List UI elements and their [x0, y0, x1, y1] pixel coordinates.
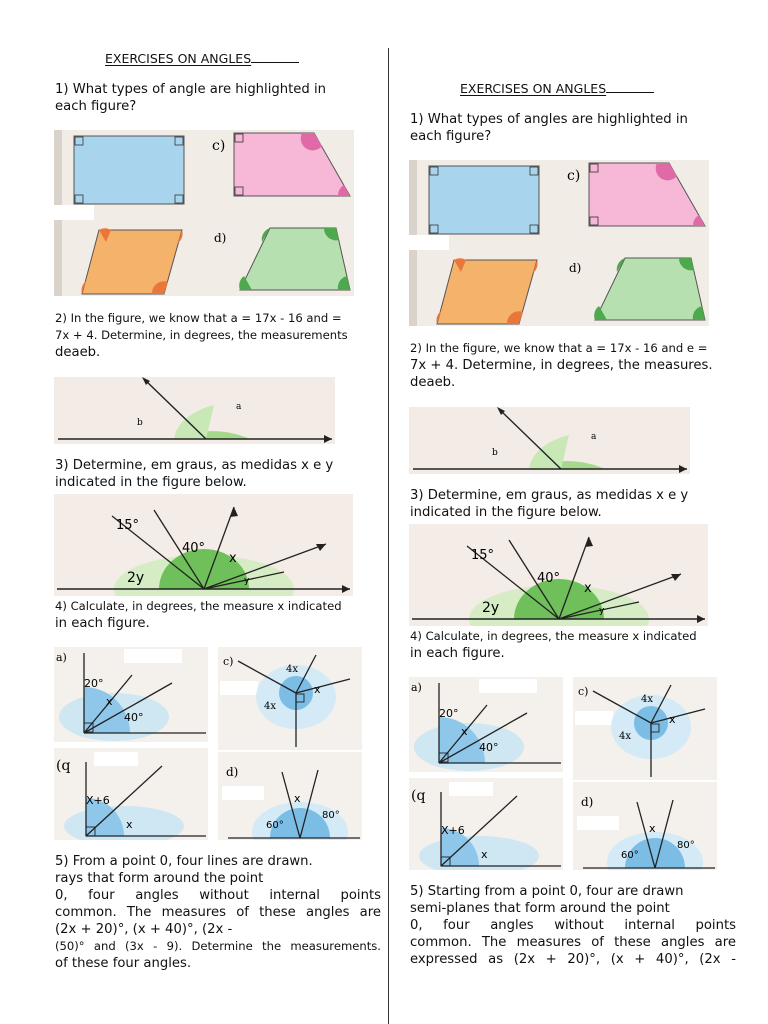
svg-text:(q: (q	[411, 788, 426, 804]
left-fig4b	[54, 748, 208, 840]
svg-text:y: y	[599, 606, 605, 616]
left-q2: 2) In the figure, we know that a = 17x - 16 and = 7x + 4. Determine, in degrees, the measurements deaeb.	[55, 311, 348, 360]
svg-text:x: x	[481, 848, 488, 861]
svg-text:2y: 2y	[127, 570, 145, 586]
svg-text:x: x	[106, 695, 113, 708]
svg-text:4x: 4x	[619, 731, 632, 742]
svg-text:x: x	[229, 551, 237, 566]
left-fig4a	[54, 647, 208, 742]
svg-text:15°: 15°	[471, 548, 495, 563]
column-divider	[388, 48, 389, 1024]
svg-text:60°: 60°	[266, 820, 284, 831]
right-q3: 3) Determine, em graus, as medidas x e y indicated in the figure below.	[410, 488, 689, 520]
left-q3: 3) Determine, em graus, as medidas x e y indicated in the figure below.	[55, 458, 334, 490]
svg-text:15°: 15°	[116, 518, 140, 533]
shape-label-c: c)	[212, 138, 226, 154]
svg-text:d): d)	[581, 795, 594, 809]
svg-text:x: x	[314, 683, 321, 696]
svg-text:b: b	[137, 418, 143, 428]
right-q2: 2) In the figure, we know that a = 17x - 16 and e = 7x + 4. Determine, in degrees, the measures. deaeb.	[410, 341, 713, 390]
svg-text:4x: 4x	[264, 701, 277, 712]
svg-text:a): a)	[56, 651, 67, 664]
svg-text:40°: 40°	[479, 741, 499, 754]
right-fig4d	[573, 782, 717, 870]
svg-text:a: a	[236, 402, 242, 412]
svg-text:x: x	[649, 822, 656, 835]
svg-text:(q: (q	[56, 758, 71, 774]
svg-text:20°: 20°	[84, 677, 104, 690]
left-q1: 1) What types of angle are highlighted in each figure?	[55, 82, 326, 114]
left-fig1-shapes	[54, 130, 354, 296]
right-fig4c	[573, 677, 717, 780]
svg-text:40°: 40°	[124, 711, 144, 724]
right-q1: 1) What types of angles are highlighted in each figure?	[410, 112, 688, 144]
svg-text:x: x	[584, 581, 592, 596]
right-fig4a	[409, 677, 563, 772]
svg-text:x: x	[669, 713, 676, 726]
svg-text:80°: 80°	[322, 810, 340, 821]
svg-text:x: x	[294, 792, 301, 805]
right-title: EXERCISES ON ANGLES	[460, 81, 654, 96]
svg-text:a: a	[591, 432, 597, 442]
svg-text:c): c)	[223, 655, 234, 668]
svg-text:c): c)	[567, 168, 581, 184]
right-fig4b	[409, 778, 563, 870]
right-fig3-angles	[409, 524, 708, 626]
svg-text:4x: 4x	[641, 694, 654, 705]
svg-text:x: x	[126, 818, 133, 831]
shape-label-d: d)	[214, 231, 227, 245]
svg-text:c): c)	[578, 685, 589, 698]
right-q4: 4) Calculate, in degrees, the measure x indicated in each figure.	[410, 629, 697, 661]
svg-text:d): d)	[569, 261, 582, 275]
svg-text:40°: 40°	[182, 541, 206, 556]
left-q4: 4) Calculate, in degrees, the measure x indicated in each figure.	[55, 599, 342, 631]
left-q5: 5) From a point 0, four lines are drawn. rays that form around the point 0, four angles without internal points common. The measures of these angles are (2x + 20)°, (x + 40)°, (2x - (50)° and (3x - 9). Determine the measurements. of these four angles.	[55, 854, 381, 971]
svg-text:a): a)	[411, 681, 422, 694]
svg-text:X+6: X+6	[86, 794, 110, 807]
left-fig4d	[218, 752, 362, 840]
svg-text:4x: 4x	[286, 664, 299, 675]
svg-text:40°: 40°	[537, 571, 561, 586]
right-fig1-shapes	[409, 160, 709, 326]
svg-text:80°: 80°	[677, 840, 695, 851]
svg-text:60°: 60°	[621, 850, 639, 861]
left-fig3-angles	[54, 494, 353, 596]
svg-text:d): d)	[226, 765, 239, 779]
svg-text:x: x	[461, 725, 468, 738]
svg-text:X+6: X+6	[441, 824, 465, 837]
right-fig2-angles	[409, 407, 690, 474]
right-q5: 5) Starting from a point 0, four are drawn semi-planes that form around the point 0, four angles without internal points common. The measures of these angles are expressed as (2x + 20)°, (x + 40)°, (2x -	[410, 884, 736, 967]
left-fig4c	[218, 647, 362, 750]
left-title: EXERCISES ON ANGLES	[105, 51, 299, 66]
svg-text:2y: 2y	[482, 600, 500, 616]
left-fig2-angles	[54, 377, 335, 444]
svg-text:b: b	[492, 448, 498, 458]
svg-text:y: y	[244, 576, 250, 586]
svg-text:20°: 20°	[439, 707, 459, 720]
